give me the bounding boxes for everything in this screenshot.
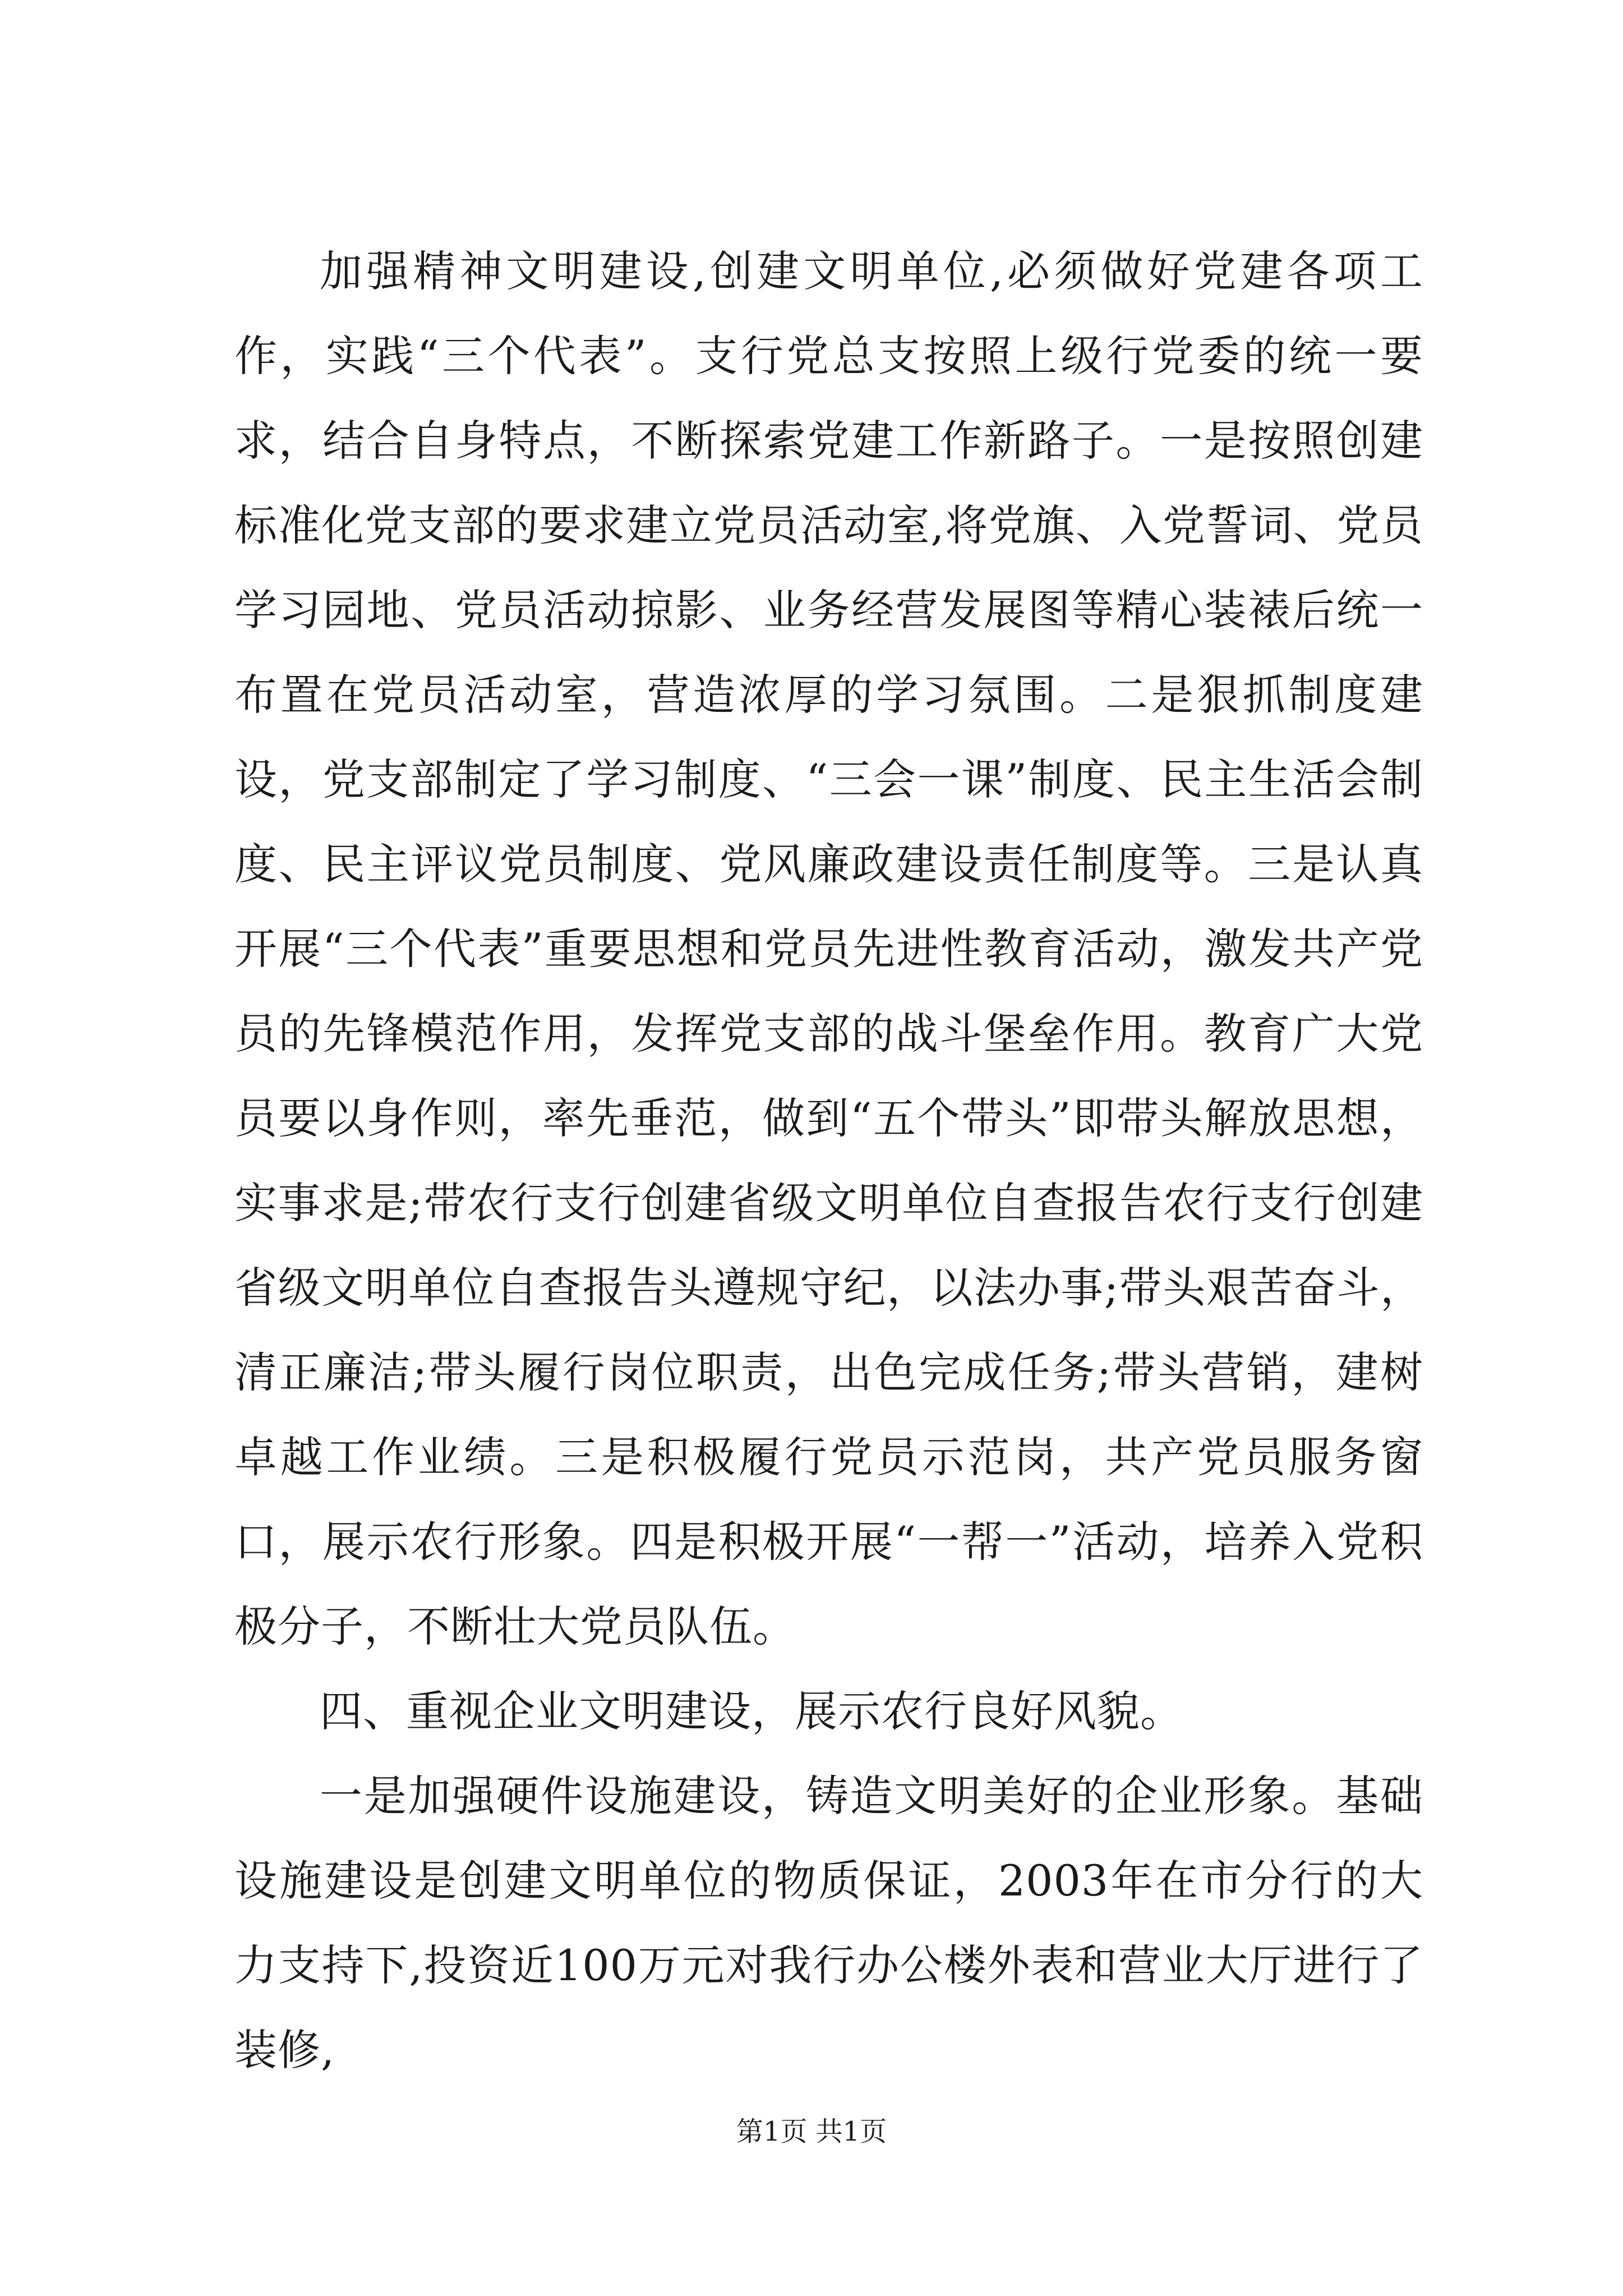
paragraph-hardware-facilities: 一是加强硬件设施建设，铸造文明美好的企业形象。基础设施建设是创建文明单位的物质保证，2003年在市分行的大力支持下,投资近100万元对我行办公楼外表和营业大厅进行了装修, — [234, 1771, 1423, 2075]
section-heading-four: 四、重视企业文明建设，展示农行良好风貌。 — [320, 1686, 1183, 1736]
document-body — [234, 229, 1423, 2092]
paragraph-party-building: 加强精神文明建设,创建文明单位,必须做好党建各项工作，实践“三个代表”。支行党总支按照上级行党委的统一要求，结合自身特点，不断探索党建工作新路子。一是按照创建标准化党支部的要求建立党员活动室,将党旗、入党誓词、党员学习园地、党员活动掠影、业务经营发展图等精心装裱后统一布置在党员活动室，营造浓厚的学习氛围。二是狠抓制度建设，党支部制定了学习制度、“三会一课”制度、民主生活会制度、民主评议党员制度、党风廉政建设责任制度等。三是认真开展“三个代表”重要思想和党员先进性教育活动，激发共产党员的先锋模范作用，发挥党支部的战斗堡垒作用。教育广大党员要以身作则，率先垂范，做到“五个带头”即带头解放思想，实事求是;带农行支行创建省级文明单位自查报告农行支行创建省级文明单位自查报告头遵规守纪，以法办事;带头艰苦奋斗，清正廉洁;带头履行岗位职责，出色完成任务;带头营销，建树卓越工作业绩。三是积极履行党员示范岗，共产党员服务窗口，展示农行形象。四是积极开展“一帮一”活动，培养入党积极分子，不断壮大党员队伍。 — [234, 246, 1423, 1651]
page-footer: 第1页 共1页 — [736, 2116, 887, 2147]
